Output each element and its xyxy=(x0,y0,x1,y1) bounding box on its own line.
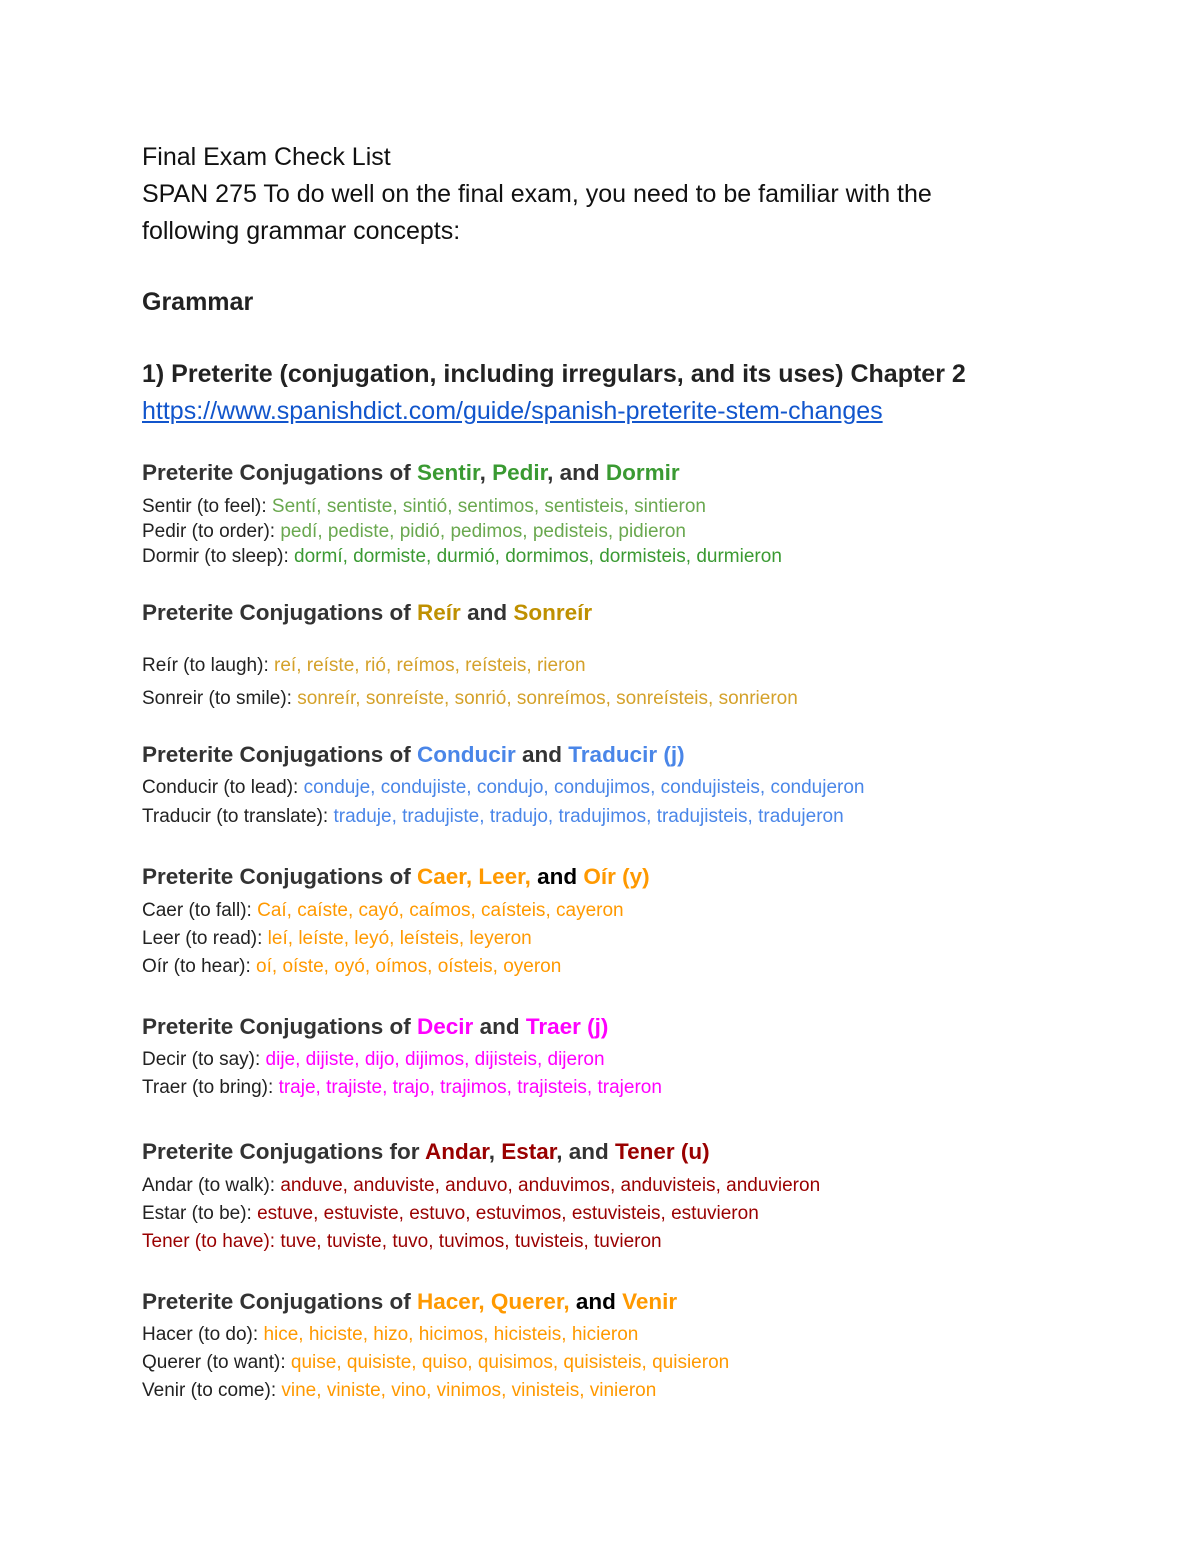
verb-form: oímos xyxy=(375,956,428,977)
verb-form: traduje xyxy=(333,806,392,827)
verb-form: tuvo xyxy=(392,1231,429,1252)
separator: , xyxy=(641,1352,653,1373)
verb-form: tuvisteis xyxy=(514,1231,584,1252)
doc-title: Final Exam Check List xyxy=(142,143,391,171)
separator: , xyxy=(454,655,466,676)
heading-fragment: Pedir xyxy=(492,460,548,485)
verb-form: sintieron xyxy=(634,496,706,517)
conjugation-row xyxy=(142,521,686,543)
verb-form: trajo xyxy=(392,1077,430,1098)
verb-form: oyeron xyxy=(503,956,562,977)
verb-form: oísteis xyxy=(437,956,493,977)
separator: , xyxy=(354,655,365,676)
verb-form: dormiste xyxy=(353,546,427,567)
conjugation-row xyxy=(142,1077,662,1099)
verb-form: dije xyxy=(265,1049,296,1070)
verb-label: Dormir (to sleep): xyxy=(142,546,295,567)
separator: , xyxy=(426,546,437,567)
verb-form: dormimos xyxy=(505,546,589,567)
separator: , xyxy=(444,688,455,709)
verb-form: leyeron xyxy=(469,928,532,949)
section-heading xyxy=(142,1014,608,1040)
verb-form: pedí xyxy=(280,521,318,542)
separator: , xyxy=(536,1049,548,1070)
separator: , xyxy=(547,806,559,827)
verb-label: Reír (to laugh): xyxy=(142,655,274,676)
verb-form: condujimos xyxy=(553,777,651,798)
section-heading xyxy=(142,864,650,890)
separator: , xyxy=(506,688,517,709)
verb-form: condujeron xyxy=(770,777,865,798)
verb-form: sonreíste xyxy=(365,688,445,709)
separator: , xyxy=(434,1175,446,1196)
verb-form: pediste xyxy=(327,521,390,542)
verb-label: Traer (to bring): xyxy=(142,1077,279,1098)
separator: , xyxy=(385,655,397,676)
heading-fragment: Oír (y) xyxy=(583,864,650,889)
verb-form: estuvieron xyxy=(671,1203,759,1224)
conjugation-row xyxy=(142,1049,605,1071)
separator: , xyxy=(408,1324,419,1345)
verb-form: condujiste xyxy=(380,777,467,798)
separator: , xyxy=(389,521,400,542)
separator: , xyxy=(583,1231,595,1252)
verb-form: caímos xyxy=(409,900,471,921)
separator: , xyxy=(605,688,617,709)
separator: , xyxy=(342,546,354,567)
verb-form: tuvieron xyxy=(594,1231,662,1252)
verb-form: hicisteis xyxy=(493,1324,562,1345)
verb-form: tradujimos xyxy=(558,806,647,827)
verb-form: traje xyxy=(278,1077,316,1098)
separator: , xyxy=(522,521,533,542)
conjugation-row xyxy=(142,806,844,828)
separator: , xyxy=(286,900,298,921)
verb-form: vinieron xyxy=(589,1380,657,1401)
separator: , xyxy=(588,546,600,567)
verb-form: leyó xyxy=(354,928,390,949)
separator: , xyxy=(336,1352,347,1373)
verb-form: sentisteis xyxy=(544,496,624,517)
separator: , xyxy=(579,1380,590,1401)
verb-form: viniste xyxy=(326,1380,381,1401)
verb-form: tradujo xyxy=(489,806,548,827)
separator: , xyxy=(343,928,355,949)
verb-form: estuvisteis xyxy=(571,1203,661,1224)
separator: , xyxy=(370,777,381,798)
heading-fragment: Sonreír xyxy=(513,600,593,625)
verb-label: Traducir (to translate): xyxy=(142,806,334,827)
separator: , xyxy=(660,1203,672,1224)
separator: , xyxy=(650,777,661,798)
verb-form: oí xyxy=(256,956,272,977)
separator: , xyxy=(646,806,657,827)
verb-form: rió xyxy=(364,655,386,676)
separator: , xyxy=(316,1380,327,1401)
verb-label: Caer (to fall): xyxy=(142,900,258,921)
separator: , xyxy=(313,1203,324,1224)
conjugation-row xyxy=(142,777,865,799)
conjugation-row xyxy=(142,928,532,950)
verb-form: reíste xyxy=(306,655,355,676)
conjugation-row xyxy=(142,655,586,677)
separator: , xyxy=(381,1231,393,1252)
verb-form: dormí xyxy=(294,546,343,567)
verb-form: reímos xyxy=(396,655,455,676)
separator: , xyxy=(494,546,506,567)
verb-form: sentimos xyxy=(457,496,534,517)
heading-fragment: Decir xyxy=(417,1014,474,1039)
verb-form: tradujisteis xyxy=(656,806,748,827)
section-heading xyxy=(142,1289,677,1315)
topic-heading: 1) Preterite (conjugation, including irregulars, and its uses) Chapter 2 xyxy=(142,360,966,388)
verb-form: durmió xyxy=(436,546,495,567)
verb-label: Leer (to read): xyxy=(142,928,268,949)
heading-fragment: Preterite Conjugations of xyxy=(142,460,418,485)
separator: , xyxy=(470,900,482,921)
separator: , xyxy=(295,1049,306,1070)
separator: , xyxy=(507,1175,519,1196)
verb-form: conduje xyxy=(303,777,371,798)
heading-fragment: Reír xyxy=(417,600,461,625)
verb-form: sentiste xyxy=(326,496,393,517)
separator: , xyxy=(561,1203,572,1224)
heading-fragment: and xyxy=(460,600,514,625)
verb-label: Pedir (to order): xyxy=(142,521,281,542)
heading-fragment: Andar xyxy=(424,1139,489,1164)
section-heading xyxy=(142,600,592,626)
separator: , xyxy=(561,1324,572,1345)
conjugation-row xyxy=(142,1231,662,1253)
verb-label: Decir (to say): xyxy=(142,1049,266,1070)
verb-form: hicieron xyxy=(571,1324,639,1345)
separator: , xyxy=(533,496,545,517)
separator: , xyxy=(708,688,719,709)
verb-label: Tener (to have): xyxy=(142,1231,281,1252)
heading-fragment: Venir xyxy=(622,1289,678,1314)
separator: , xyxy=(426,1380,437,1401)
heading-fragment: Preterite Conjugations of xyxy=(142,864,418,889)
separator: , xyxy=(545,900,556,921)
separator: , xyxy=(391,806,403,827)
separator: , xyxy=(759,777,771,798)
verb-form: sintió xyxy=(402,496,448,517)
heading-fragment: Estar xyxy=(501,1139,557,1164)
verb-form: quise xyxy=(290,1352,337,1373)
separator: , xyxy=(428,1231,439,1252)
verb-form: condujo xyxy=(476,777,544,798)
verb-label: Querer (to want): xyxy=(142,1352,291,1373)
verb-form: pidió xyxy=(399,521,440,542)
conjugation-row xyxy=(142,1380,656,1402)
separator: , xyxy=(398,1203,410,1224)
verb-form: tuviste xyxy=(326,1231,382,1252)
verb-label: Venir (to come): xyxy=(142,1380,282,1401)
separator: , xyxy=(458,928,470,949)
separator: , xyxy=(427,956,438,977)
separator: , xyxy=(607,521,619,542)
verb-label: Andar (to walk): xyxy=(142,1175,281,1196)
separator: , xyxy=(466,777,477,798)
verb-form: rieron xyxy=(536,655,586,676)
separator: , xyxy=(506,1077,518,1098)
heading-fragment: , and xyxy=(547,460,606,485)
verb-label: Oír (to hear): xyxy=(142,956,257,977)
verb-form: Caí xyxy=(257,900,287,921)
conjugation-row xyxy=(142,546,782,568)
verb-form: dijisteis xyxy=(474,1049,537,1070)
heading-fragment: Dormir xyxy=(605,460,680,485)
separator: , xyxy=(715,1175,727,1196)
verb-form: dijiste xyxy=(305,1049,355,1070)
verb-form: reísteis xyxy=(465,655,527,676)
verb-form: anduve xyxy=(280,1175,343,1196)
separator: , xyxy=(543,777,554,798)
verb-form: Sentí xyxy=(271,496,317,517)
verb-form: leíste xyxy=(298,928,344,949)
verb-form: quiso xyxy=(421,1352,468,1373)
conjugation-row xyxy=(142,1352,729,1374)
verb-form: hice xyxy=(263,1324,299,1345)
verb-label: Sonreir (to smile): xyxy=(142,688,298,709)
separator: , xyxy=(492,956,504,977)
separator: , xyxy=(685,546,697,567)
verb-form: estuvo xyxy=(409,1203,466,1224)
separator: , xyxy=(467,1352,478,1373)
verb-form: trajimos xyxy=(440,1077,507,1098)
separator: , xyxy=(389,928,400,949)
verb-form: sonreímos xyxy=(516,688,606,709)
grammar-heading: Grammar xyxy=(142,288,254,316)
verb-label: Conducir (to lead): xyxy=(142,777,304,798)
verb-form: vinisteis xyxy=(511,1380,580,1401)
heading-fragment: and xyxy=(515,742,569,767)
separator: , xyxy=(483,1324,494,1345)
verb-form: pedisteis xyxy=(532,521,608,542)
verb-form: reí xyxy=(274,655,297,676)
verb-form: estuviste xyxy=(323,1203,399,1224)
verb-form: hicimos xyxy=(418,1324,484,1345)
verb-form: leí xyxy=(267,928,288,949)
separator: , xyxy=(296,655,307,676)
verb-form: trajisteis xyxy=(517,1077,587,1098)
verb-form: tuvimos xyxy=(438,1231,505,1252)
separator: , xyxy=(364,956,376,977)
separator: , xyxy=(479,806,490,827)
separator: , xyxy=(586,1077,598,1098)
separator: , xyxy=(382,1077,393,1098)
verb-form: sonrió xyxy=(454,688,507,709)
heading-fragment: Caer, Leer, xyxy=(417,864,531,889)
separator: , xyxy=(429,1077,441,1098)
verb-form: quisisteis xyxy=(563,1352,642,1373)
separator: , xyxy=(298,1324,309,1345)
separator: , xyxy=(315,1077,327,1098)
conjugation-row xyxy=(142,496,706,518)
conjugation-row xyxy=(142,900,624,922)
verb-form: cayeron xyxy=(556,900,624,921)
verb-form: caísteis xyxy=(481,900,546,921)
verb-form: dijo xyxy=(364,1049,395,1070)
verb-form: quisiste xyxy=(346,1352,412,1373)
separator: , xyxy=(392,496,403,517)
separator: , xyxy=(394,1049,405,1070)
verb-form: sonreísteis xyxy=(616,688,709,709)
conjugation-row xyxy=(142,1175,820,1197)
verb-form: anduviste xyxy=(353,1175,435,1196)
heading-fragment: Preterite Conjugations of xyxy=(142,600,418,625)
separator: , xyxy=(439,521,451,542)
separator: , xyxy=(609,1175,621,1196)
conjugation-row xyxy=(142,956,561,978)
heading-fragment: and xyxy=(569,1289,623,1314)
section-heading xyxy=(142,1139,710,1165)
heading-fragment: , xyxy=(488,1139,502,1164)
heading-fragment: Preterite Conjugations of xyxy=(142,1289,418,1314)
verb-form: cayó xyxy=(358,900,399,921)
separator: , xyxy=(355,688,366,709)
verb-form: estuvimos xyxy=(475,1203,562,1224)
heading-fragment: Tener (u) xyxy=(615,1139,710,1164)
section-heading xyxy=(142,742,685,768)
verb-form: vine xyxy=(281,1380,317,1401)
verb-form: dijimos xyxy=(404,1049,465,1070)
verb-form: oíste xyxy=(282,956,324,977)
separator: , xyxy=(398,900,410,921)
heading-fragment: Preterite Conjugations of xyxy=(142,742,418,767)
verb-form: anduvisteis xyxy=(620,1175,716,1196)
verb-label: Hacer (to do): xyxy=(142,1324,264,1345)
verb-form: estuve xyxy=(257,1203,314,1224)
separator: , xyxy=(271,956,283,977)
verb-form: anduvimos xyxy=(518,1175,610,1196)
separator: , xyxy=(526,655,537,676)
heading-fragment: Sentir xyxy=(417,460,480,485)
verb-form: trajiste xyxy=(326,1077,383,1098)
separator: , xyxy=(465,1203,476,1224)
separator: , xyxy=(447,496,458,517)
verb-form: sonreír xyxy=(297,688,356,709)
verb-form: hizo xyxy=(373,1324,409,1345)
reference-link[interactable]: https://www.spanishdict.com/guide/spanish-preterite-stem-changes xyxy=(142,397,883,425)
separator: , xyxy=(323,956,335,977)
heading-fragment: and xyxy=(530,864,584,889)
heading-fragment: Preterite Conjugations for xyxy=(142,1139,425,1164)
verb-form: quisimos xyxy=(477,1352,553,1373)
verb-form: pidieron xyxy=(618,521,686,542)
heading-fragment: Preterite Conjugations of xyxy=(142,1014,418,1039)
conjugation-row xyxy=(142,688,798,710)
verb-form: leísteis xyxy=(399,928,459,949)
verb-form: trajeron xyxy=(597,1077,662,1098)
separator: , xyxy=(317,521,328,542)
verb-form: vinimos xyxy=(436,1380,502,1401)
verb-form: tradujiste xyxy=(402,806,480,827)
heading-fragment: , and xyxy=(556,1139,616,1164)
separator: , xyxy=(623,496,635,517)
separator: , xyxy=(501,1380,512,1401)
separator: , xyxy=(464,1049,475,1070)
intro-line-2: following grammar concepts: xyxy=(142,217,461,245)
verb-form: durmieron xyxy=(696,546,782,567)
verb-form: vino xyxy=(391,1380,427,1401)
verb-form: condujisteis xyxy=(660,777,760,798)
verb-form: pedimos xyxy=(450,521,523,542)
separator: , xyxy=(380,1380,392,1401)
separator: , xyxy=(504,1231,515,1252)
separator: , xyxy=(316,496,327,517)
verb-form: anduvieron xyxy=(726,1175,821,1196)
verb-form: anduvo xyxy=(445,1175,508,1196)
conjugation-row xyxy=(142,1203,759,1225)
verb-form: hiciste xyxy=(308,1324,363,1345)
separator: , xyxy=(411,1352,422,1373)
verb-label: Sentir (to feel): xyxy=(142,496,272,517)
separator: , xyxy=(342,1175,354,1196)
heading-fragment: Hacer, Querer, xyxy=(417,1289,570,1314)
separator: , xyxy=(347,900,359,921)
heading-fragment: Traer (j) xyxy=(525,1014,609,1039)
separator: , xyxy=(316,1231,327,1252)
heading-fragment: and xyxy=(473,1014,526,1039)
verb-form: quisieron xyxy=(652,1352,730,1373)
heading-fragment: Traducir (j) xyxy=(568,742,685,767)
separator: , xyxy=(354,1049,365,1070)
verb-form: caíste xyxy=(297,900,348,921)
separator: , xyxy=(747,806,759,827)
heading-fragment: Conducir xyxy=(417,742,516,767)
verb-form: sonrieron xyxy=(718,688,798,709)
separator: , xyxy=(362,1324,374,1345)
verb-label: Estar (to be): xyxy=(142,1203,258,1224)
heading-fragment: , xyxy=(479,460,493,485)
conjugation-row xyxy=(142,1324,638,1346)
intro-line-1: SPAN 275 To do well on the final exam, you need to be familiar with the xyxy=(142,180,932,208)
separator: , xyxy=(552,1352,564,1373)
verb-form: tradujeron xyxy=(758,806,844,827)
verb-form: dijeron xyxy=(547,1049,605,1070)
verb-form: dormisteis xyxy=(599,546,686,567)
section-heading xyxy=(142,460,680,486)
verb-form: tuve xyxy=(280,1231,317,1252)
verb-form: oyó xyxy=(334,956,365,977)
separator: , xyxy=(287,928,299,949)
